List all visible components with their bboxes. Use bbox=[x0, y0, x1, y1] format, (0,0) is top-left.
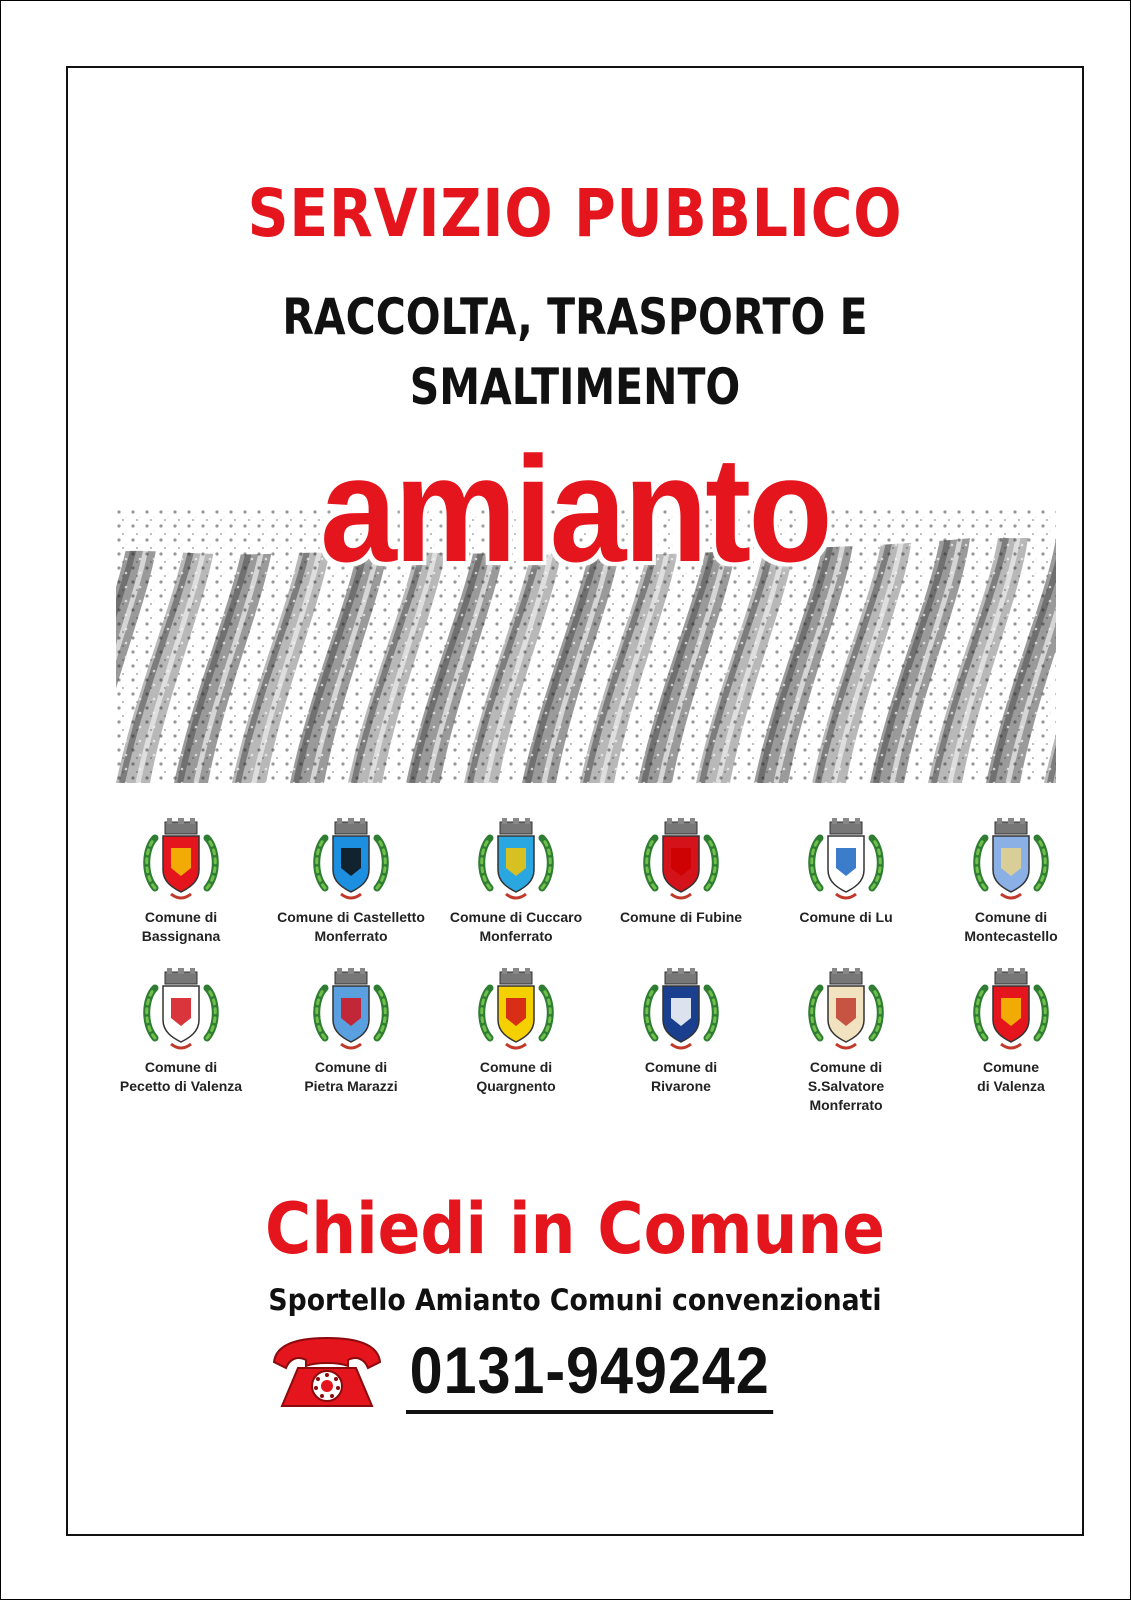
phone-number[interactable]: 0131-949242 bbox=[406, 1330, 773, 1414]
crest-pecetto-icon bbox=[96, 968, 266, 1056]
poster-subtitle bbox=[159, 282, 990, 422]
comune-label: Comune di Valenza bbox=[977, 1059, 1045, 1094]
call-to-action: Chiedi in Comune bbox=[264, 1188, 886, 1270]
subtitle-line-2: SMALTIMENTO bbox=[409, 358, 741, 416]
crest-rivarone-icon bbox=[596, 968, 766, 1056]
subtitle-line-1: RACCOLTA, TRASPORTO E bbox=[282, 288, 868, 346]
comune-label: Comune di Castelletto Monferrato bbox=[277, 909, 425, 944]
comune-crest-item bbox=[431, 968, 601, 1096]
comune-label: Comune di Quargnento bbox=[476, 1059, 556, 1094]
comune-label: Comune di Lu bbox=[799, 909, 893, 925]
comune-label: Comune di Rivarone bbox=[644, 1059, 718, 1094]
comune-label: Comune di Fubine bbox=[619, 909, 743, 925]
comune-crest-item bbox=[96, 818, 266, 946]
comune-crest-item bbox=[596, 818, 766, 927]
comune-label: Comune di Cuccaro Monferrato bbox=[449, 909, 583, 944]
comune-crest-item bbox=[266, 818, 436, 946]
comune-label: Comune di Pecetto di Valenza bbox=[119, 1059, 243, 1094]
comuni-crest-grid bbox=[96, 818, 1066, 1128]
crest-pietra-icon bbox=[266, 968, 436, 1056]
crest-quargnento-icon bbox=[431, 968, 601, 1056]
sportello-caption: Sportello Amianto Comuni convenzionati bbox=[268, 1283, 882, 1317]
poster bbox=[66, 66, 1084, 1536]
telephone-icon bbox=[268, 1334, 386, 1416]
crest-castelletto-icon bbox=[266, 818, 436, 906]
comune-crest-item bbox=[596, 968, 766, 1096]
comune-label: Comune di S.Salvatore Monferrato bbox=[807, 1059, 885, 1113]
comune-crest-item bbox=[761, 818, 931, 927]
comune-crest-item bbox=[96, 968, 266, 1096]
crest-valenza-icon bbox=[926, 968, 1096, 1056]
comune-label: Comune di Bassignana bbox=[141, 909, 221, 944]
crest-lu-icon bbox=[761, 818, 931, 906]
crest-ssalvatore-icon bbox=[761, 968, 931, 1056]
phone-row bbox=[268, 1330, 868, 1420]
crest-fubine-icon bbox=[596, 818, 766, 906]
crest-cuccaro-icon bbox=[431, 818, 601, 906]
comune-label: Comune di Montecastello bbox=[964, 909, 1058, 944]
comune-crest-item bbox=[761, 968, 931, 1115]
poster-title: SERVIZIO PUBBLICO bbox=[247, 175, 903, 252]
crest-bassignana-icon bbox=[96, 818, 266, 906]
comune-crest-item bbox=[266, 968, 436, 1096]
comune-crest-item bbox=[431, 818, 601, 946]
crest-montecastello-icon bbox=[926, 818, 1096, 906]
comune-crest-item bbox=[926, 968, 1096, 1096]
comune-label: Comune di Pietra Marazzi bbox=[304, 1059, 398, 1094]
comune-crest-item bbox=[926, 818, 1096, 946]
amianto-headline: amianto bbox=[320, 425, 830, 593]
